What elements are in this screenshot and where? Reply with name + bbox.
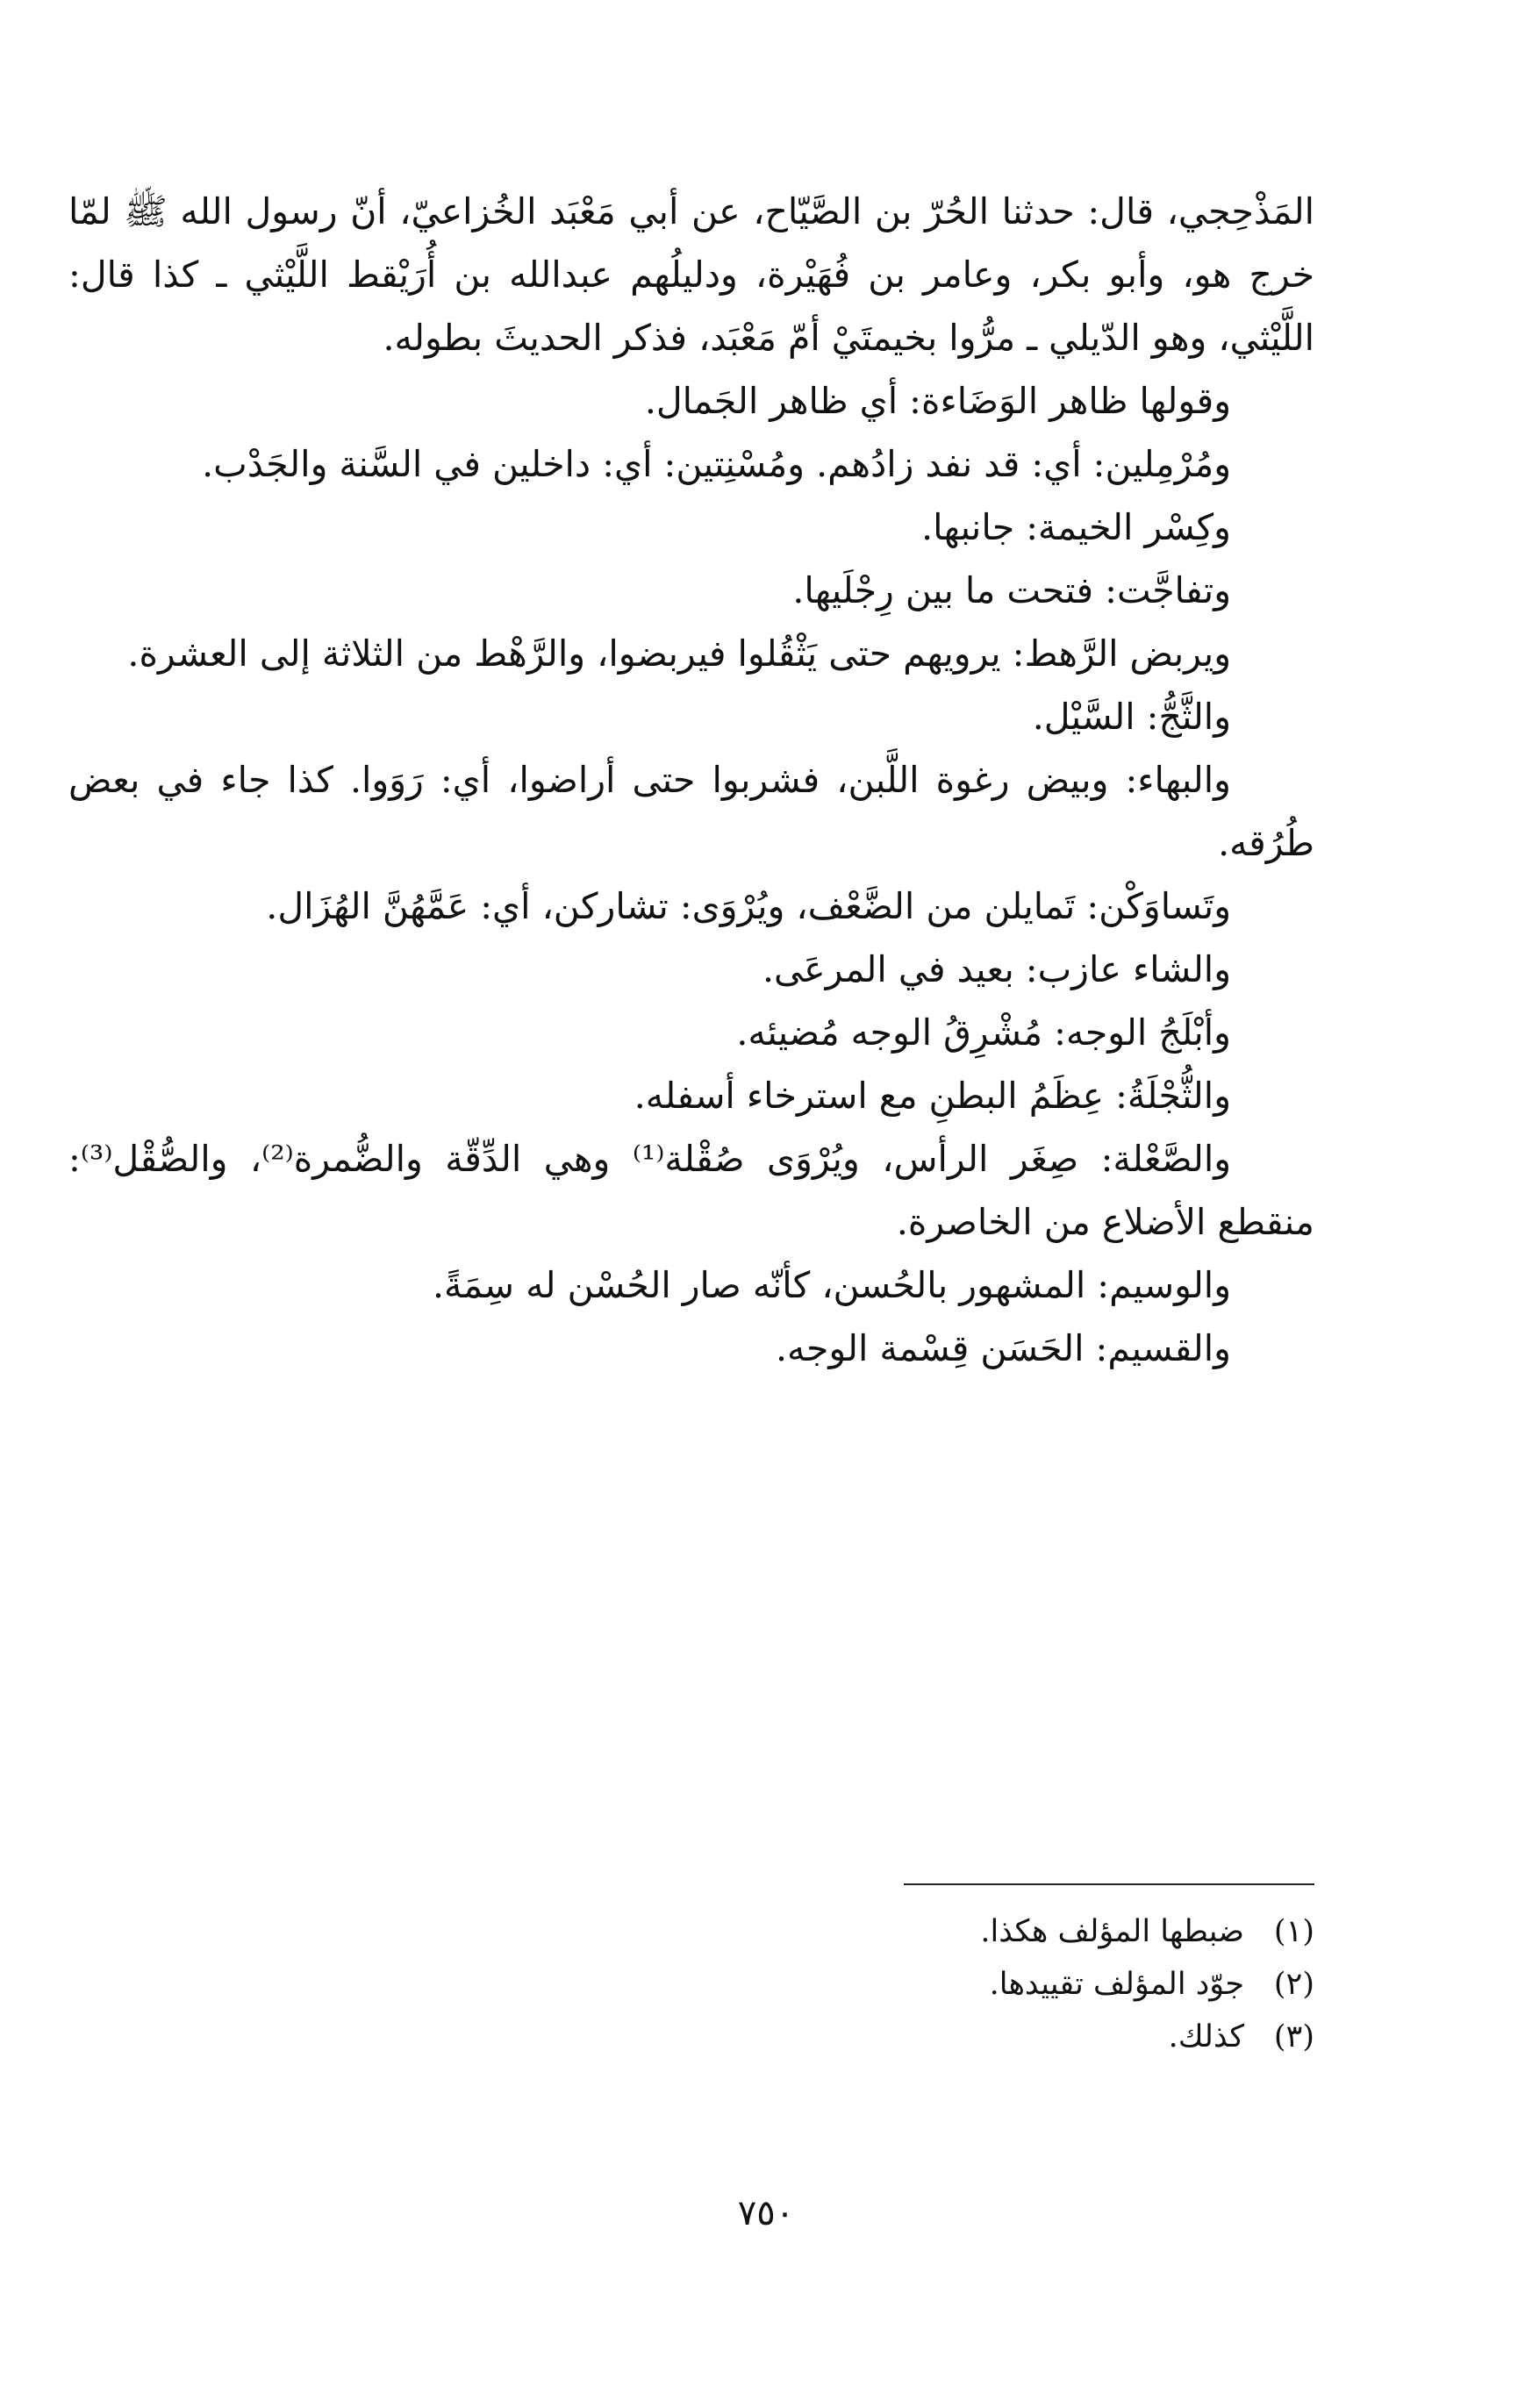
- footnote-text: ضبطها المؤلف هكذا.: [980, 1914, 1244, 1949]
- footnote-number: (٣): [1273, 2019, 1314, 2054]
- paragraph-bahaa: والبهاء: وبيض رغوة اللَّبن، فشربوا حتى أراضوا، أي: رَوَوا. كذا جاء في بعض طُرُقه.: [68, 759, 1314, 864]
- footnote-text: جوّد المؤلف تقييدها.: [989, 1967, 1244, 2002]
- page-number: ٧٥٠: [737, 2193, 795, 2233]
- paragraph-thajj: والثَّجُّ: السَّيْل.: [1032, 696, 1231, 738]
- paragraph-ablaj: وأبْلَجُ الوجه: مُشْرِقُ الوجه مُضيئه.: [736, 1011, 1231, 1054]
- footnote: [614, 1905, 1314, 1958]
- paragraph-qasim: والقسيم: الحَسَن قِسْمة الوجه.: [776, 1327, 1231, 1369]
- footnote-number: (١): [1273, 1914, 1314, 1949]
- paragraph-thujla: والثُّجْلَةُ: عِظَمُ البطنِ مع استرخاء أسفله.: [634, 1075, 1231, 1117]
- footnote: [614, 2011, 1314, 2063]
- footnote-separator: [904, 1883, 1314, 1885]
- footnote-number: (٢): [1273, 1967, 1314, 2002]
- paragraph-kisr: وكِسْر الخيمة: جانبها.: [921, 506, 1231, 548]
- paragraph-saala: والصَّعْلة: صِغَر الرأس، ويُرْوَى صُقْلة⁽¹⁾ وهي الدِّقّة والضُّمرة⁽²⁾، والصُّقْل⁽³⁾: منقطع الأضلاع من الخاصرة.: [68, 1138, 1314, 1243]
- footnote-text: كذلك.: [1168, 2019, 1244, 2054]
- paragraph-murmilin: ومُرْمِلين: أي: قد نفد زادُهم. ومُسْنِتين: أي: داخلين في السَّنة والجَدْب.: [202, 443, 1231, 485]
- paragraph-tasawakn: وتَساوَكْن: تَمايلن من الضَّعْف، ويُرْوَى: تشاركن، أي: عَمَّهُنَّ الهُزَال.: [266, 885, 1231, 927]
- main-text: [68, 180, 1314, 1380]
- paragraph-wadaah: وقولها ظاهر الوَضَاءة: أي ظاهر الجَمال.: [644, 380, 1231, 422]
- footnote: [614, 1958, 1314, 2011]
- paragraph-tafajjat: وتفاجَّت: فتحت ما بين رِجْلَيها.: [792, 569, 1231, 611]
- paragraph-shaa: والشاء عازب: بعيد في المرعَى.: [762, 948, 1231, 990]
- paragraph-rahat: ويربض الرَّهط: يرويهم حتى يَثْقُلوا فيربضوا، والرَّهْط من الثلاثة إلى العشرة.: [127, 632, 1231, 675]
- footnotes: [614, 1905, 1314, 2063]
- paragraph-intro: المَذْحِجي، قال: حدثنا الحُرّ بن الصَّيّاح، عن أبي مَعْبَد الخُزاعيّ، أنّ رسول الله ﷺ لمّا خرج هو، وأبو بكر، وعامر بن فُهَيْرة، ودليلُهم عبدالله بن أُرَيْقط اللَّيْثي ـ كذا قال: اللَّيْثي، وهو الدّيلي ـ مرُّوا بخيمتَيْ أمّ مَعْبَد، فذكر الحديثَ بطوله.: [68, 190, 1314, 359]
- paragraph-wasim: والوسيم: المشهور بالحُسن، كأنّه صار الحُسْن له سِمَةً.: [432, 1264, 1231, 1306]
